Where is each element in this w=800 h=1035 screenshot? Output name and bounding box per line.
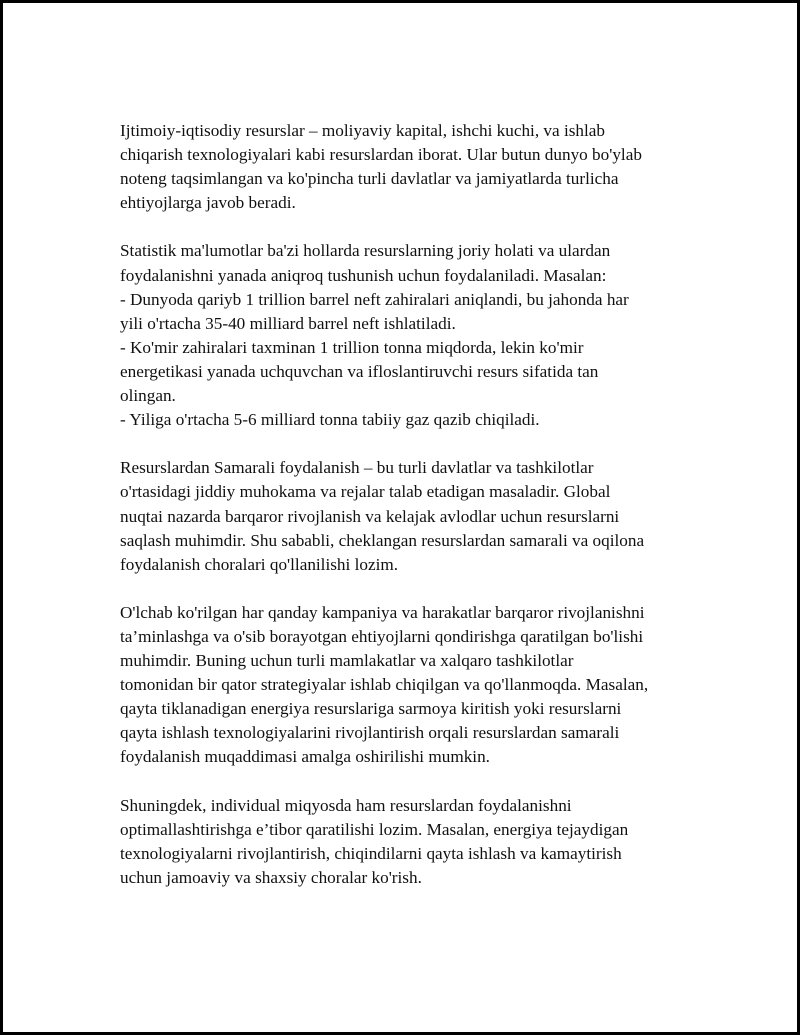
- text-line: chiqarish texnologiyalari kabi resurslardan iborat. Ular butun dunyo bo'ylab: [120, 145, 642, 165]
- text-line: noteng taqsimlangan va ko'pincha turli davlatlar va jamiyatlarda turlicha: [120, 169, 619, 189]
- text-line: o'rtasidagi jiddiy muhokama va rejalar talab etadigan masaladir. Global: [120, 482, 611, 502]
- list-item: - Dunyoda qariyb 1 trillion barrel neft zahiralari aniqlandi, bu jahonda har: [120, 289, 629, 309]
- text-line: qayta ishlash texnologiyalarini rivojlantirish orqali resurslardan samarali: [120, 723, 620, 743]
- paragraph: [120, 794, 690, 890]
- text-line: Statistik ma'lumotlar ba'zi hollarda resurslarning joriy holati va ulardan: [120, 241, 611, 261]
- paragraph: [120, 239, 690, 432]
- paragraph: [120, 601, 690, 770]
- text-line: Resurslardan Samarali foydalanish – bu turli davlatlar va tashkilotlar: [120, 458, 594, 478]
- text-line: Ijtimoiy-iqtisodiy resurslar – moliyaviy kapital, ishchi kuchi, va ishlab: [120, 121, 605, 140]
- text-line: tomonidan bir qator strategiyalar ishlab chiqilgan va qo'llanmoqda. Masalan,: [120, 675, 649, 695]
- paragraph: [120, 456, 690, 576]
- text-line: nuqtai nazarda barqaror rivojlanish va kelajak avlodlar uchun resurslarni: [120, 506, 620, 526]
- text-line: ta’minlashga va o'sib borayotgan ehtiyojlarni qondirishga qaratilgan bo'lishi: [120, 626, 644, 646]
- text-line: O'lchab ko'rilgan har qanday kampaniya va harakatlar barqaror rivojlanishni: [120, 602, 645, 622]
- text-line: qayta tiklanadigan energiya resurslariga sarmoya kiritish yoki resurslarni: [120, 699, 622, 719]
- list-item: - Ko'mir zahiralari taxminan 1 trillion tonna miqdorda, lekin ko'mir: [120, 337, 584, 357]
- text-line: saqlash muhimdir. Shu sababli, cheklangan resurslardan samarali va oqilona: [120, 530, 645, 550]
- text-line: uchun jamoaviy va shaxsiy choralar ko'rish.: [120, 867, 422, 887]
- list-item: - Yiliga o'rtacha 5-6 milliard tonna tabiiy gaz qazib chiqiladi.: [120, 410, 540, 430]
- text-line: Shuningdek, individual miqyosda ham resurslardan foydalanishni: [120, 795, 572, 815]
- document-body: [120, 119, 690, 914]
- text-line: foydalanish choralari qo'llanilishi lozim.: [120, 554, 399, 574]
- text-line: foydalanishni yanada aniqroq tushunish uchun foydalaniladi. Masalan:: [120, 265, 607, 285]
- text-line: optimallashtirishga e’tibor qaratilishi lozim. Masalan, energiya tejaydigan: [120, 819, 629, 839]
- text-line: yili o'rtacha 35-40 milliard barrel neft ishlatiladi.: [120, 313, 456, 333]
- text-line: energetikasi yanada uchquvchan va ifloslantiruvchi resurs sifatida tan: [120, 361, 599, 381]
- text-line: foydalanish muqaddimasi amalga oshirilishi mumkin.: [120, 747, 490, 767]
- paragraph: [120, 119, 690, 215]
- text-line: texnologiyalarni rivojlantirish, chiqindilarni qayta ishlash va kamaytirish: [120, 843, 622, 863]
- text-line: ehtiyojlarga javob beradi.: [120, 193, 296, 213]
- text-line: olingan.: [120, 386, 176, 406]
- text-line: muhimdir. Buning uchun turli mamlakatlar va xalqaro tashkilotlar: [120, 651, 574, 671]
